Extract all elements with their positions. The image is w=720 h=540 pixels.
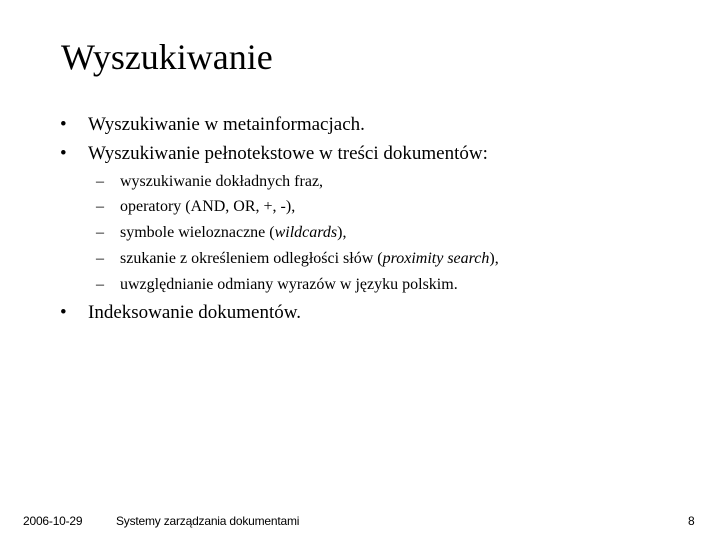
sub-item-text: uwzględnianie odmiany wyrazów w języku polskim. (120, 276, 458, 293)
bullet-marker: • (60, 302, 67, 323)
footer-page-number: 8 (688, 514, 695, 528)
dash-marker: – (96, 198, 104, 215)
italic-term: proximity search (382, 250, 490, 267)
dash-marker: – (96, 173, 104, 190)
dash-marker: – (96, 250, 104, 267)
sub-item-text (120, 223, 346, 243)
sub-item-text-end: ), (489, 250, 499, 267)
dash-marker: – (96, 276, 104, 293)
footer-date: 2006-10-29 (23, 514, 83, 528)
dash-marker: – (96, 224, 104, 241)
sub-item-text-start: szukanie z określeniem odległości słów ( (120, 250, 383, 267)
sub-item-text-start: symbole wieloznaczne ( (120, 224, 275, 241)
slide-title: Wyszukiwanie (61, 37, 273, 77)
italic-term: wildcards (274, 224, 338, 241)
bullet-marker: • (60, 114, 67, 135)
bullet-text: Wyszukiwanie w metainformacjach. (88, 114, 365, 135)
sub-item-text (120, 249, 499, 269)
sub-item-text: wyszukiwanie dokładnych fraz, (120, 173, 324, 190)
sub-item-text: operatory (AND, OR, +, -), (120, 198, 296, 215)
sub-item-text-end: ), (337, 224, 347, 241)
bullet-text: Indeksowanie dokumentów. (88, 302, 301, 323)
footer-course-name: Systemy zarządzania dokumentami (116, 514, 300, 528)
bullet-text: Wyszukiwanie pełnotekstowe w treści dokumentów: (88, 143, 488, 164)
bullet-marker: • (60, 143, 67, 164)
